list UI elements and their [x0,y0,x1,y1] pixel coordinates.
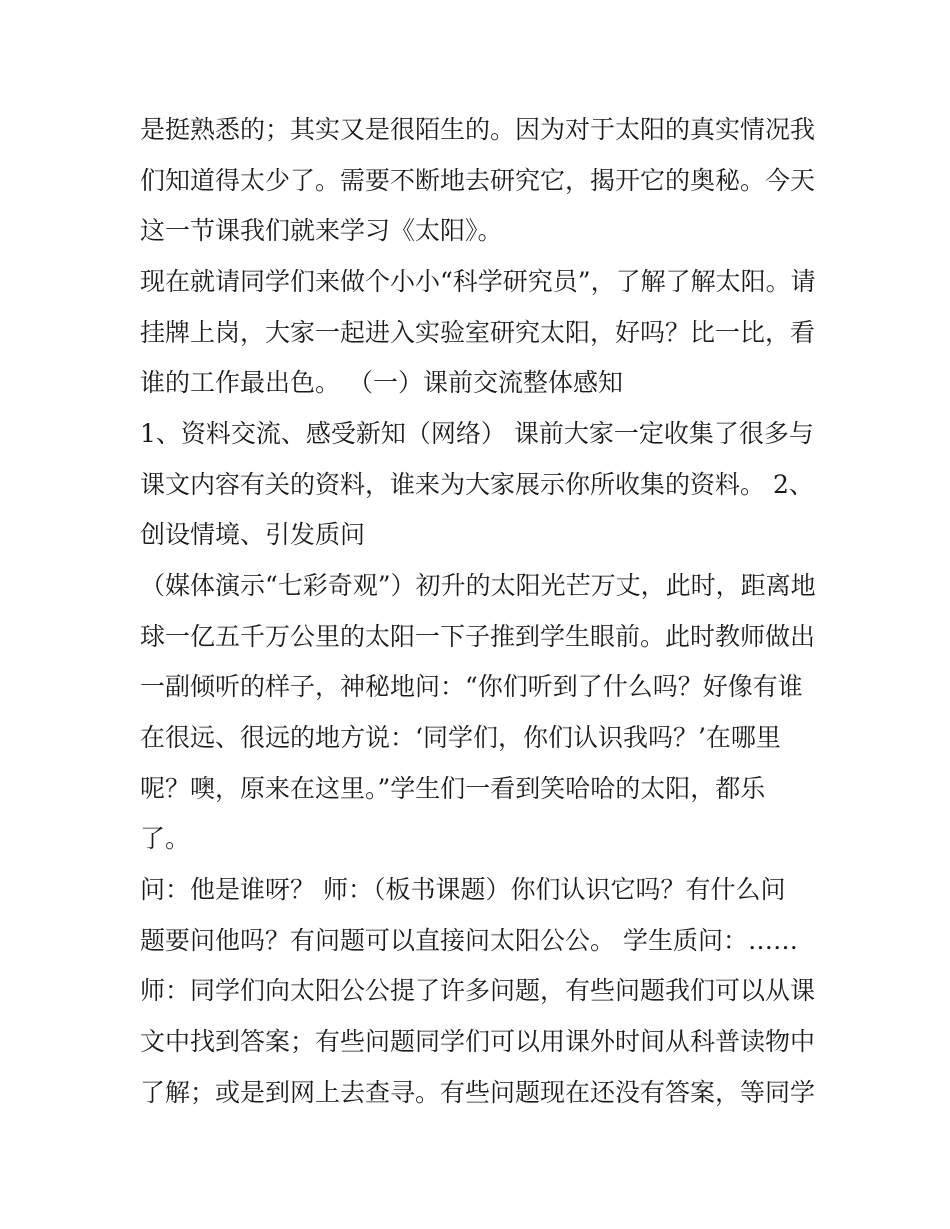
text-line-11: 球一亿五千万公里的太阳一下子推到学生眼前。此时教师做出 [140,622,816,651]
text-line-14: 呢？噢，原来在这里。”学生们一看到笑哈哈的太阳，都乐 [140,774,766,803]
text-line-7: 1、资料交流、感受新知（网络） 课前大家一定收集了很多与 [140,419,814,448]
text-line-17: 题要问他吗？有问题可以直接问太阳公公。 学生质问：…… [140,926,798,955]
text-line-20: 了解；或是到网上去查寻。有些问题现在还没有答案，等同学 [140,1078,816,1107]
text-line-2: 们知道得太少了。需要不断地去研究它，揭开它的奥秘。今天 [140,166,816,195]
text-line-3: 这一节课我们就来学习《太阳》。 [140,216,503,245]
text-line-6: 谁的工作最出色。 （一）课前交流整体感知 [140,368,623,397]
text-line-13: 在很远、很远的地方说：‘同学们，你们认识我吗？’在哪里 [140,723,781,752]
text-line-4: 现在就请同学们来做个小小“科学研究员”，了解了解太阳。请 [140,267,816,296]
text-line-5: 挂牌上岗，大家一起进入实验室研究太阳，好吗？比一比，看 [140,318,816,347]
text-line-1: 是挺熟悉的；其实又是很陌生的。因为对于太阳的真实情况我 [140,115,816,144]
text-line-8: 课文内容有关的资料，谁来为大家展示你所收集的资料。 2、 [140,470,814,499]
text-line-18: 师：同学们向太阳公公提了许多问题，有些问题我们可以从课 [140,976,816,1005]
text-line-15: 了。 [140,824,191,853]
text-line-12: 一副倾听的样子，神秘地问：“你们听到了什么吗？好像有谁 [140,672,803,701]
text-line-19: 文中找到答案；有些问题同学们可以用课外时间从科普读物中 [140,1027,816,1056]
text-line-10: （媒体演示“七彩奇观”）初升的太阳光芒万丈，此时，距离地 [140,571,816,600]
text-line-16: 问：他是谁呀？ 师：（板书课题）你们认识它吗？有什么问 [140,875,786,904]
text-line-9: 创设情境、引发质问 [140,520,366,549]
